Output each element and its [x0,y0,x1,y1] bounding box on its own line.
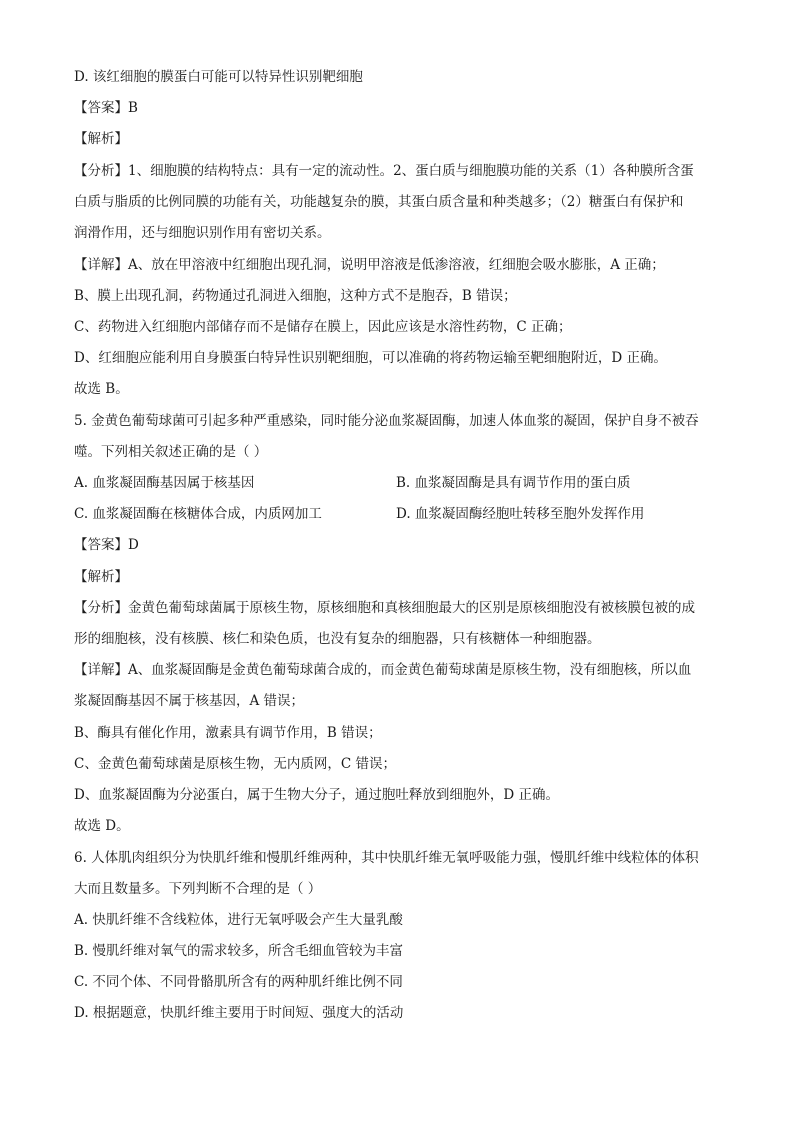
q4-detail-a: 【详解】A、放在甲溶液中红细胞出现孔洞，说明甲溶液是低渗溶液，红细胞会吸水膨胀，A 正确； [74,257,665,273]
q5-analysis-line-1: 【分析】金黄色葡萄球菌属于原核生物，原核细胞和真核细胞最大的区别是原核细胞没有被核膜包被的成 [74,600,695,616]
q5-jiexi-heading: 【解析】 [74,569,128,585]
q4-jiexi-heading: 【解析】 [74,131,128,147]
q4-detail-d: D、红细胞应能利用自身膜蛋白特异性识别靶细胞，可以准确的将药物运输至靶细胞附近，D 正确。 [74,350,667,366]
q5-conclusion: 故选 D。 [74,818,130,834]
q5-answer: 【答案】D [74,537,139,553]
q6-option-c: C. 不同个体、不同骨骼肌所含有的两种肌纤维比例不同 [74,974,403,990]
q5-stem-line-2: 噬。下列相关叙述正确的是（ ） [74,444,268,460]
q5-option-a: A. 血浆凝固酶基因属于核基因 [74,475,255,491]
q5-option-b: B. 血浆凝固酶是具有调节作用的蛋白质 [396,475,631,491]
q5-detail-a-line-1: 【详解】A、血浆凝固酶是金黄色葡萄球菌合成的，而金黄色葡萄球菌是原核生物，没有细胞核，所以血 [74,662,692,678]
q4-analysis-line-1: 【分析】1、细胞膜的结构特点：具有一定的流动性。2、蛋白质与细胞膜功能的关系（1）各种膜所含蛋 [74,163,694,179]
q6-stem-line-2: 大而且数量多。下列判断不合理的是（ ） [74,881,322,897]
q5-option-d: D. 血浆凝固酶经胞吐转移至胞外发挥作用 [396,506,645,522]
q4-option-d: D. 该红细胞的膜蛋白可能可以特异性识别靶细胞 [74,69,363,85]
q5-detail-c: C、金黄色葡萄球菌是原核生物，无内质网，C 错误； [74,756,396,772]
q4-answer: 【答案】B [74,100,138,116]
q4-analysis-line-3: 润滑作用，还与细胞识别作用有密切关系。 [74,225,331,241]
q5-option-c: C. 血浆凝固酶在核糖体合成，内质网加工 [74,506,322,522]
q4-detail-b: B、膜上出现孔洞，药物通过孔洞进入细胞，这种方式不是胞吞，B 错误； [74,288,517,304]
q6-option-b: B. 慢肌纤维对氧气的需求较多，所含毛细血管较为丰富 [74,943,404,959]
q5-detail-d: D、血浆凝固酶为分泌蛋白，属于生物大分子，通过胞吐释放到细胞外，D 正确。 [74,787,559,803]
q4-detail-c: C、药物进入红细胞内部储存而不是储存在膜上，因此应该是水溶性药物，C 正确； [74,319,572,335]
q6-option-a: A. 快肌纤维不含线粒体，进行无氧呼吸会产生大量乳酸 [74,912,403,928]
q4-analysis-line-2: 白质与脂质的比例同膜的功能有关，功能越复杂的膜，其蛋白质含量和种类越多；（2）糖蛋白有保护和 [74,194,684,210]
q5-analysis-line-2: 形的细胞核，没有核膜、核仁和染色质，也没有复杂的细胞器，只有核糖体一种细胞器。 [74,631,601,647]
q4-conclusion: 故选 B。 [74,381,129,397]
q6-option-d: D. 根据题意，快肌纤维主要用于时间短、强度大的活动 [74,1005,404,1021]
q6-stem-line-1: 6. 人体肌肉组织分为快肌纤维和慢肌纤维两种，其中快肌纤维无氧呼吸能力强，慢肌纤维中线粒体的体积 [74,850,699,866]
q5-stem-line-1: 5. 金黄色葡萄球菌可引起多种严重感染，同时能分泌血浆凝固酶，加速人体血浆的凝固，保护自身不被吞 [74,413,699,429]
q5-detail-a-line-2: 浆凝固酶基因不属于核基因，A 错误； [74,693,305,709]
q5-detail-b: B、酶具有催化作用，激素具有调节作用，B 错误； [74,725,382,741]
